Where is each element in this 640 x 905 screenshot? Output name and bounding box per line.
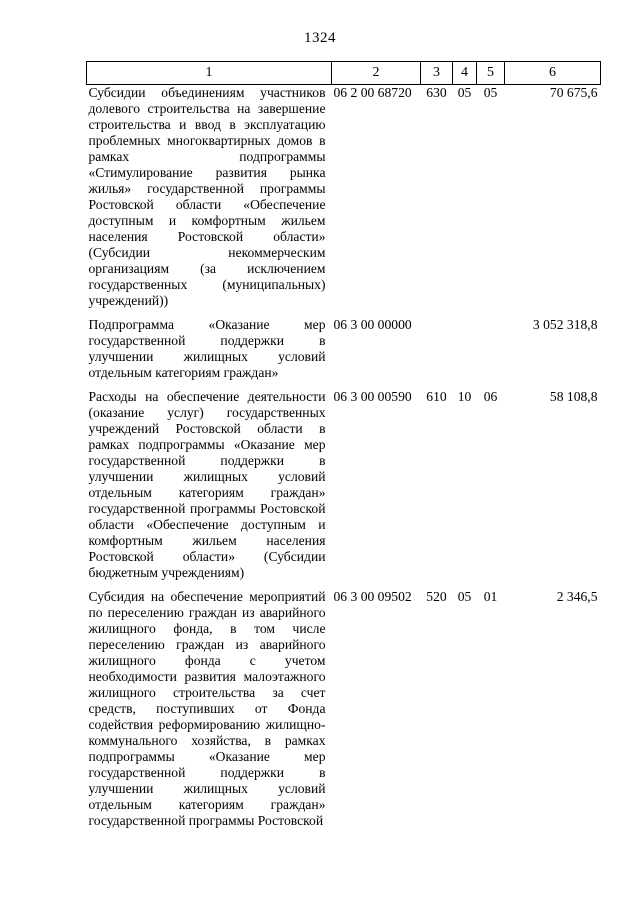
row-subsection: 01	[483, 589, 498, 604]
row-amount: 3 052 318,8	[532, 317, 598, 332]
page-number: 1324	[304, 30, 336, 46]
row-expense-type: 610	[426, 389, 447, 404]
row-amount: 58 108,8	[549, 389, 598, 404]
row-section: 05	[457, 85, 472, 100]
column-header-6: 6	[505, 62, 601, 85]
row-target-code: 06 3 00 00000	[333, 317, 412, 332]
row-description: Субсидии объединениям участников долевого строительства на завершение строительства и ввод в эксплуатацию проблемных многоквартирных домов в рамках подпрограммы «Стимулирование развития рынка жилья» государственной программы Ростовской области «Обеспечение доступным и комфортным жильем населения Ростовской области» (Субсидии некоммерческим организациям (за исключением государственных (муниципальных) учреждений))	[88, 85, 326, 308]
table-row	[87, 85, 601, 310]
table-row	[87, 589, 601, 829]
column-header-2: 2	[332, 62, 421, 85]
row-subsection: 05	[483, 85, 498, 100]
table-row	[87, 317, 601, 381]
column-header-4: 4	[453, 62, 477, 85]
row-description: Субсидия на обеспечение мероприятий по переселению граждан из аварийного жилищного фонда, в том числе переселению граждан из аварийного жилищного фонда с учетом необходимости развития малоэтажного жилищного строительства за счет средств, поступивших от Фонда содействия реформированию жилищно-коммунального хозяйства, в рамках подпрограммы «Оказание мер государственной поддержки в улучшении жилищных условий отдельным категориям граждан» государственной программы Ростовской	[88, 589, 326, 828]
row-target-code: 06 3 00 09502	[333, 589, 412, 604]
row-subsection: 06	[483, 389, 498, 404]
table-row	[87, 389, 601, 581]
row-amount: 70 675,6	[549, 85, 598, 100]
row-section	[453, 317, 477, 381]
row-description: Подпрограмма «Оказание мер государственной поддержки в улучшении жилищных условий отдельным категориям граждан»	[88, 317, 326, 380]
row-section: 05	[457, 589, 472, 604]
row-expense-type: 520	[426, 589, 447, 604]
row-expense-type	[421, 317, 453, 381]
row-target-code: 06 3 00 00590	[333, 389, 412, 404]
row-description: Расходы на обеспечение деятельности (оказание услуг) государственных учреждений Ростовской области в рамках подпрограммы «Оказание мер государственной поддержки в улучшении жилищных условий отдельным категориям граждан» государственной программы Ростовской области «Обеспечение доступным и комфортным жильем населения Ростовской области» (Субсидии бюджетным учреждениям)	[88, 389, 326, 580]
budget-table	[86, 61, 601, 829]
column-header-3: 3	[421, 62, 453, 85]
column-header-1: 1	[87, 62, 332, 85]
row-expense-type: 630	[426, 85, 447, 100]
row-subsection	[477, 317, 505, 381]
row-amount: 2 346,5	[556, 589, 598, 604]
row-section: 10	[457, 389, 472, 404]
column-header-5: 5	[477, 62, 505, 85]
table-header-row	[87, 62, 601, 85]
row-target-code: 06 2 00 68720	[333, 85, 412, 100]
